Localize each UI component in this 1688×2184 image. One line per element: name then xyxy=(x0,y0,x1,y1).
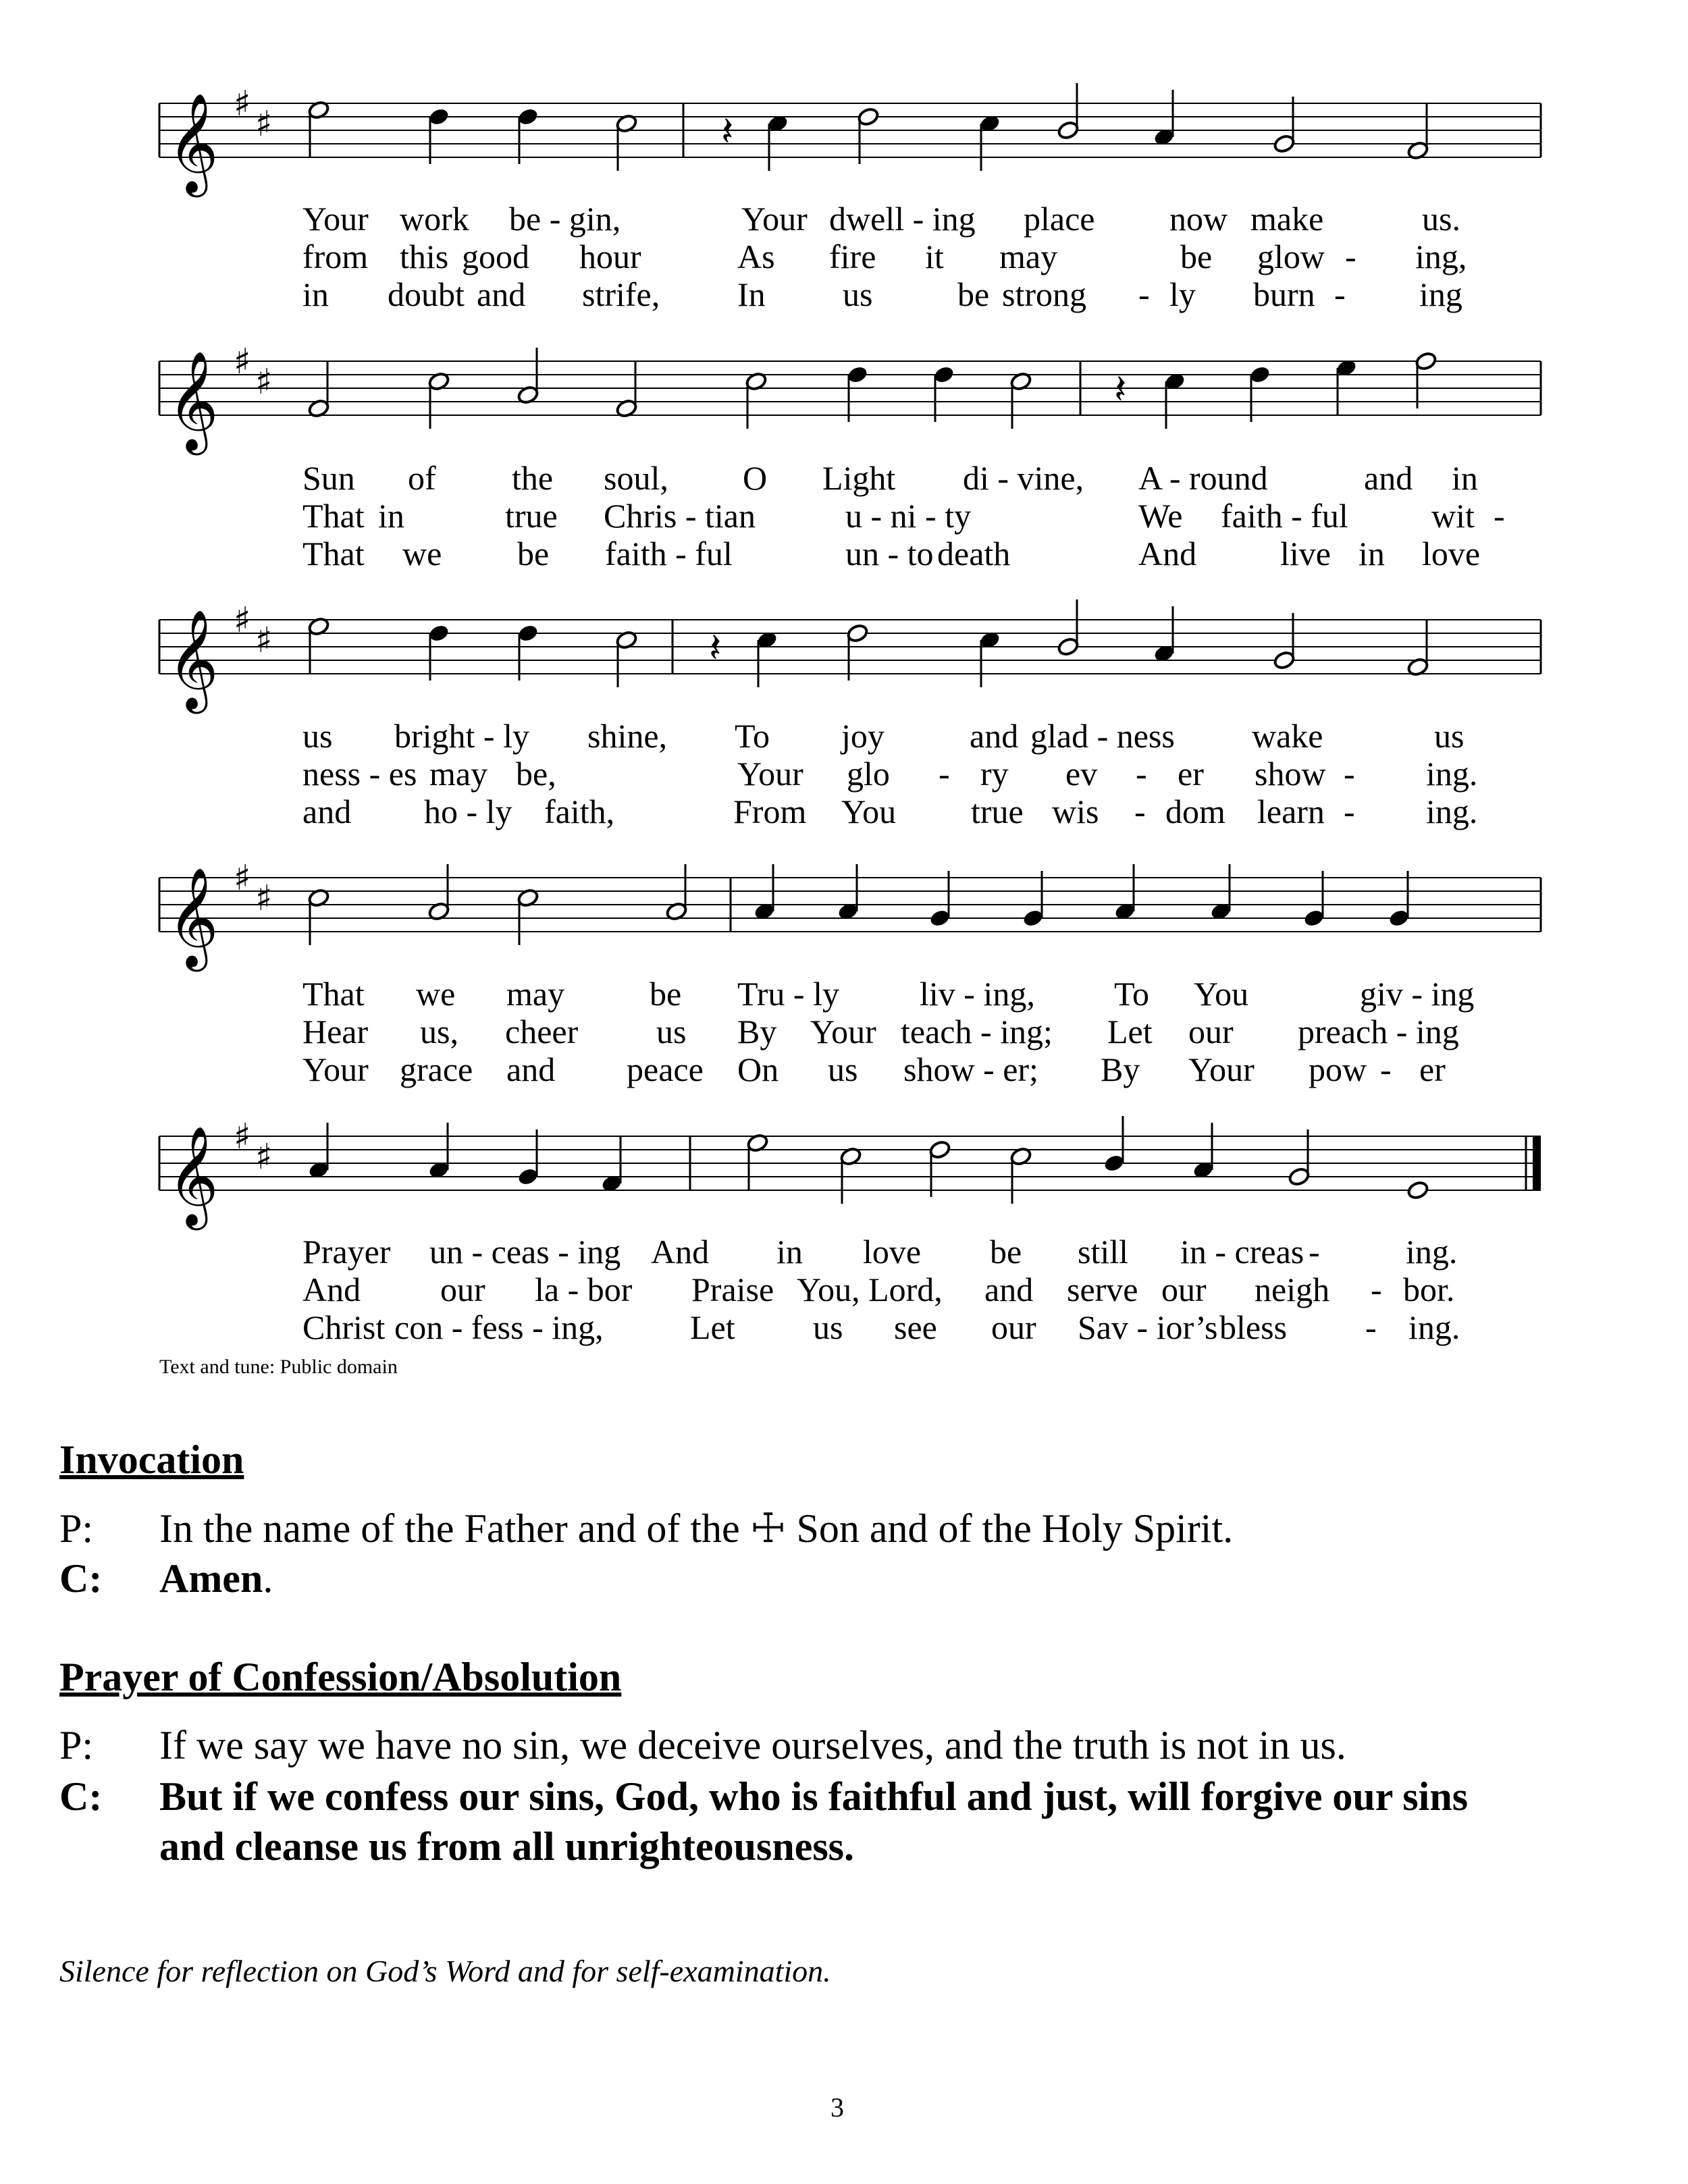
lyric-syllable: us, xyxy=(420,1013,458,1050)
final-barline-thick xyxy=(1533,1136,1541,1190)
lyric-syllable: be - gin, xyxy=(509,200,621,238)
lyric-syllable: Hear xyxy=(302,1013,369,1050)
lyric-syllable: - xyxy=(1334,275,1346,313)
lyric-syllable: true xyxy=(505,497,558,535)
note-icon xyxy=(427,864,450,922)
note-icon xyxy=(1103,1116,1126,1173)
lyric-syllable: Your xyxy=(302,200,369,238)
lyric-syllable: preach - ing xyxy=(1298,1013,1459,1050)
staff-system-2 xyxy=(0,321,1688,469)
lyric-syllable: be, xyxy=(516,755,556,793)
note-icon xyxy=(427,371,450,429)
lyric-syllable: Praise xyxy=(691,1271,774,1308)
sharp-icon: ♯ xyxy=(255,1137,273,1177)
lyric-syllable: still xyxy=(1078,1233,1129,1271)
lyric-syllable: love xyxy=(1422,535,1481,572)
page-number: 3 xyxy=(830,2092,844,2123)
lyric-verse-2 xyxy=(0,238,1688,275)
sharp-icon: ♯ xyxy=(234,84,251,124)
pastor-label: P: xyxy=(59,1506,94,1551)
invocation-pastor-text xyxy=(159,1503,1233,1553)
lyric-verse-1 xyxy=(0,459,1688,497)
note-icon xyxy=(745,371,768,429)
note-icon xyxy=(753,864,776,922)
lyric-syllable: glo xyxy=(847,755,890,793)
lyric-syllable: ing xyxy=(1419,275,1462,313)
note-icon xyxy=(746,1133,769,1190)
lyric-syllable: Chris - tian xyxy=(604,497,756,535)
note-icon xyxy=(307,361,330,419)
lyric-syllable: - xyxy=(1138,275,1150,313)
confession-congregation-text-2: and cleanse us from all unrighteousness. xyxy=(159,1824,855,1869)
lyric-syllable: may xyxy=(506,975,565,1013)
lyric-syllable: be xyxy=(517,535,550,572)
lyric-verse-2 xyxy=(0,1013,1688,1050)
lyric-syllable: show xyxy=(1255,755,1326,793)
lyric-syllable: teach - ing; xyxy=(901,1013,1053,1050)
lyric-syllable: be xyxy=(957,275,990,313)
note-icon xyxy=(307,616,330,674)
lyric-syllable: By xyxy=(737,1013,777,1050)
lyric-syllable: we xyxy=(416,975,456,1013)
note-icon xyxy=(517,623,539,681)
note-icon xyxy=(1057,600,1080,657)
lyric-verse-3 xyxy=(0,275,1688,313)
note-icon xyxy=(615,630,638,687)
lyric-syllable: ing. xyxy=(1426,755,1478,793)
lyric-syllable: Your xyxy=(1188,1050,1255,1088)
amen-text: Amen xyxy=(159,1556,263,1601)
lyric-syllable: er xyxy=(1178,755,1204,793)
lyric-syllable: Let xyxy=(690,1308,735,1346)
sharp-icon: ♯ xyxy=(255,620,273,661)
lyric-syllable: dom xyxy=(1165,793,1225,830)
quarter-rest-icon xyxy=(721,108,733,155)
note-icon xyxy=(1163,371,1186,429)
lyric-syllable: learn xyxy=(1257,793,1325,830)
treble-clef-icon: 𝄞 xyxy=(167,92,219,193)
lyric-syllable: our xyxy=(991,1308,1036,1346)
note-icon xyxy=(837,864,860,922)
lyric-verse-1 xyxy=(0,717,1688,755)
lyric-syllable: make xyxy=(1250,200,1324,238)
lyric-syllable: in xyxy=(1359,535,1385,572)
lyric-syllable: and xyxy=(506,1050,556,1088)
lyric-syllable: Your xyxy=(737,755,803,793)
note-icon xyxy=(978,630,1001,687)
lyric-syllable: grace xyxy=(400,1050,473,1088)
lyric-syllable: And xyxy=(651,1233,710,1271)
lyric-syllable: That xyxy=(302,535,365,572)
lyric-syllable: glad - ness xyxy=(1030,717,1175,755)
svg-text:𝄽: 𝄽 xyxy=(721,108,734,155)
note-icon xyxy=(1388,871,1410,928)
lyric-syllable: us xyxy=(1434,717,1465,755)
staff-system-1 xyxy=(0,63,1688,211)
lyric-syllable: and xyxy=(970,717,1019,755)
lyric-syllable: burn xyxy=(1253,275,1315,313)
note-icon xyxy=(1009,371,1032,429)
note-icon xyxy=(1153,606,1176,664)
hymn-credit: Text and tune: Public domain xyxy=(159,1356,398,1378)
lyric-verse-2 xyxy=(0,1271,1688,1308)
lyric-syllable: us xyxy=(656,1013,687,1050)
lyric-verse-3 xyxy=(0,1308,1688,1346)
lyric-syllable: Light xyxy=(822,459,896,497)
lyric-syllable: our xyxy=(440,1271,485,1308)
lyric-syllable: glow xyxy=(1257,238,1325,275)
note-icon xyxy=(307,888,330,945)
pastor-label: P: xyxy=(59,1723,94,1767)
lyric-verse-3 xyxy=(0,793,1688,830)
lyric-syllable: of xyxy=(408,459,436,497)
staff-system-3 xyxy=(0,579,1688,728)
lyric-syllable: er xyxy=(1419,1050,1446,1088)
lyric-syllable: liv - ing, xyxy=(920,975,1035,1013)
confession-congregation-text-1: But if we confess our sins, God, who is faithful and just, will forgive our sins xyxy=(159,1774,1469,1819)
lyric-syllable: ing. xyxy=(1406,1233,1458,1271)
lyric-syllable: show - er; xyxy=(903,1050,1038,1088)
lyric-syllable: That xyxy=(302,497,365,535)
lyric-syllable: From xyxy=(733,793,807,830)
staff-system-5 xyxy=(0,1096,1688,1244)
lyric-syllable: be xyxy=(990,1233,1022,1271)
lyric-syllable: cheer xyxy=(505,1013,579,1050)
lyric-syllable: see xyxy=(894,1308,937,1346)
lyric-syllable: By xyxy=(1101,1050,1140,1088)
lyric-syllable: Your xyxy=(302,1050,369,1088)
lyric-syllable: A - round xyxy=(1138,459,1268,497)
lyric-syllable: - xyxy=(1494,497,1505,535)
lyric-syllable: di - vine, xyxy=(963,459,1084,497)
staff-system-4 xyxy=(0,837,1688,986)
lyric-syllable: peace xyxy=(627,1050,704,1088)
lyric-syllable: - xyxy=(1309,1233,1320,1271)
note-icon xyxy=(1022,871,1045,928)
rubric-text: Silence for reflection on God’s Word and for self-examination. xyxy=(59,1954,831,1988)
lyric-syllable: - xyxy=(939,755,950,793)
note-icon xyxy=(1248,365,1271,422)
note-icon xyxy=(756,630,779,687)
svg-text:𝄽: 𝄽 xyxy=(1114,366,1127,413)
note-icon xyxy=(1406,103,1429,161)
note-icon xyxy=(615,361,638,419)
lyric-syllable: Tru - ly xyxy=(737,975,839,1013)
note-icon xyxy=(665,864,688,922)
lyric-syllable: strong xyxy=(1002,275,1086,313)
note-icon xyxy=(846,623,869,681)
lyric-syllable: Sun xyxy=(302,459,355,497)
note-icon xyxy=(839,1146,862,1204)
note-icon xyxy=(600,1136,623,1194)
note-icon xyxy=(1302,871,1325,928)
lyric-syllable: We xyxy=(1138,497,1183,535)
lyric-syllable: death xyxy=(937,535,1011,572)
lyric-syllable: And xyxy=(302,1271,361,1308)
note-icon xyxy=(1153,90,1176,147)
note-icon xyxy=(1415,351,1438,408)
note-icon xyxy=(928,1140,951,1197)
lyric-syllable: soul, xyxy=(604,459,668,497)
congregation-label: C: xyxy=(59,1774,103,1819)
lyric-syllable: neigh xyxy=(1255,1271,1330,1308)
lyric-syllable: us xyxy=(813,1308,843,1346)
lyric-syllable: To xyxy=(735,717,770,755)
lyric-syllable: ing. xyxy=(1408,1308,1460,1346)
treble-clef-icon: 𝄞 xyxy=(167,1125,219,1226)
lyric-verse-2 xyxy=(0,755,1688,793)
lyric-syllable: - xyxy=(1344,755,1355,793)
lyric-syllable: bor. xyxy=(1403,1271,1455,1308)
note-icon xyxy=(1009,1146,1032,1204)
cross-icon: ☩ xyxy=(749,1506,787,1551)
note-icon xyxy=(1113,864,1136,922)
lyric-syllable: our xyxy=(1161,1271,1207,1308)
lyric-syllable: - xyxy=(1365,1308,1377,1346)
sharp-icon: ♯ xyxy=(234,858,251,899)
svg-text:𝄽: 𝄽 xyxy=(709,624,722,672)
lyric-syllable: Your xyxy=(810,1013,876,1050)
treble-clef-icon: 𝄞 xyxy=(167,609,219,710)
lyric-syllable: On xyxy=(737,1050,779,1088)
lyric-syllable: Let xyxy=(1107,1013,1153,1050)
note-icon xyxy=(932,365,955,422)
lyric-syllable: ing. xyxy=(1426,793,1478,830)
lyric-syllable: ing, xyxy=(1415,238,1467,275)
lyric-syllable: live xyxy=(1280,535,1331,572)
lyric-syllable: this xyxy=(400,238,449,275)
lyric-syllable: wit xyxy=(1431,497,1475,535)
lyric-syllable: bless xyxy=(1219,1308,1287,1346)
lyric-syllable: us xyxy=(843,275,873,313)
lyric-syllable: bright - ly xyxy=(394,717,529,755)
lyric-syllable: in xyxy=(776,1233,803,1271)
lyric-syllable: in xyxy=(378,497,404,535)
note-icon xyxy=(1406,620,1429,677)
lyric-syllable: faith, xyxy=(544,793,615,830)
lyric-syllable: place xyxy=(1024,200,1095,238)
lyric-syllable: faith - ful xyxy=(605,535,733,572)
lyric-verse-3 xyxy=(0,535,1688,572)
note-icon xyxy=(517,348,539,405)
note-icon xyxy=(1273,97,1296,154)
lyric-syllable: ry xyxy=(980,755,1009,793)
confession-heading: Prayer of Confession/Absolution xyxy=(59,1655,622,1699)
lyric-syllable: Sav - ior’s xyxy=(1078,1308,1218,1346)
lyric-syllable: us xyxy=(302,717,333,755)
lyric-syllable: our xyxy=(1188,1013,1234,1050)
note-icon xyxy=(1335,358,1358,415)
lyric-syllable: wake xyxy=(1252,717,1323,755)
lyric-syllable: pow xyxy=(1309,1050,1367,1088)
note-icon xyxy=(427,1123,450,1180)
lyric-syllable: con - fess - ing, xyxy=(394,1308,604,1346)
lyric-syllable: and xyxy=(477,275,526,313)
lyric-syllable: in xyxy=(302,275,329,313)
lyric-syllable: la - bor xyxy=(535,1271,633,1308)
lyric-syllable: now xyxy=(1169,200,1228,238)
lyric-syllable: You xyxy=(1194,975,1249,1013)
lyric-syllable: u - ni - ty xyxy=(845,497,972,535)
lyric-syllable: ness - es xyxy=(302,755,417,793)
lyric-syllable: In xyxy=(737,275,766,313)
lyric-syllable: the xyxy=(512,459,554,497)
note-icon xyxy=(1057,83,1080,140)
lyric-syllable: serve xyxy=(1067,1271,1138,1308)
note-icon xyxy=(978,113,1001,171)
lyric-syllable: love xyxy=(863,1233,922,1271)
lyric-verse-2 xyxy=(0,497,1688,535)
lyric-syllable: dwell - ing xyxy=(829,200,976,238)
lyric-syllable: - xyxy=(1371,1271,1382,1308)
note-icon xyxy=(928,871,951,928)
lyric-syllable: be xyxy=(650,975,682,1013)
lyric-syllable: un - to xyxy=(845,535,934,572)
lyric-syllable: hour xyxy=(579,238,641,275)
lyric-syllable: it xyxy=(925,238,944,275)
note-icon xyxy=(857,107,880,164)
lyric-syllable: us. xyxy=(1422,200,1460,238)
note-icon xyxy=(846,365,869,422)
lyric-syllable: we xyxy=(402,535,442,572)
invocation-congregation-text xyxy=(159,1553,273,1603)
lyric-verse-3 xyxy=(0,1050,1688,1088)
sharp-icon: ♯ xyxy=(255,362,273,402)
invocation-text-part1: In the name of the Father and of the xyxy=(159,1506,750,1551)
lyric-syllable: us xyxy=(828,1050,858,1088)
lyric-syllable: shine, xyxy=(587,717,668,755)
lyric-syllable: in - creas xyxy=(1180,1233,1304,1271)
lyric-syllable: As xyxy=(737,238,775,275)
note-icon xyxy=(1192,1123,1215,1180)
note-icon xyxy=(766,113,789,171)
lyric-syllable: Christ xyxy=(302,1308,386,1346)
sharp-icon: ♯ xyxy=(255,878,273,919)
note-icon xyxy=(517,1129,539,1187)
lyric-syllable: faith - ful xyxy=(1221,497,1348,535)
congregation-label: C: xyxy=(59,1556,103,1601)
quarter-rest-icon xyxy=(1114,366,1126,413)
amen-period: . xyxy=(263,1556,273,1601)
lyric-syllable: from xyxy=(302,238,369,275)
note-icon xyxy=(1209,864,1232,922)
confession-pastor-text: If we say we have no sin, we deceive ourselves, and the truth is not in us. xyxy=(159,1723,1346,1767)
lyric-syllable: - xyxy=(1134,793,1146,830)
sharp-icon: ♯ xyxy=(234,342,251,382)
lyric-syllable: and xyxy=(302,793,352,830)
lyric-syllable: and xyxy=(984,1271,1034,1308)
sharp-icon: ♯ xyxy=(234,600,251,641)
lyric-syllable: un - ceas - ing xyxy=(429,1233,621,1271)
lyric-syllable: may xyxy=(429,755,488,793)
lyric-syllable: You xyxy=(841,793,897,830)
lyric-syllable: giv - ing xyxy=(1360,975,1475,1013)
lyric-syllable: - xyxy=(1345,238,1356,275)
note-icon xyxy=(615,113,638,171)
lyric-syllable: To xyxy=(1114,975,1150,1013)
lyric-verse-1 xyxy=(0,1233,1688,1271)
lyric-syllable: - xyxy=(1380,1050,1392,1088)
lyric-syllable: and xyxy=(1364,459,1413,497)
note-icon xyxy=(1288,1129,1311,1187)
lyric-syllable: ly xyxy=(1169,275,1196,313)
note-icon xyxy=(427,623,450,681)
lyric-syllable: - xyxy=(1344,793,1355,830)
lyric-syllable: good xyxy=(462,238,529,275)
invocation-text-part2: Son and of the Holy Spirit. xyxy=(786,1506,1234,1551)
lyric-syllable: fire xyxy=(829,238,876,275)
sharp-icon: ♯ xyxy=(255,104,273,144)
lyric-syllable: - xyxy=(1136,755,1147,793)
sharp-icon: ♯ xyxy=(234,1117,251,1157)
note-icon xyxy=(1273,613,1296,670)
lyric-syllable: doubt xyxy=(388,275,465,313)
note-icon xyxy=(427,107,450,164)
note-icon xyxy=(307,1123,330,1180)
note-icon xyxy=(1406,1180,1429,1200)
lyric-syllable: joy xyxy=(841,717,885,755)
lyric-syllable: You, Lord, xyxy=(797,1271,943,1308)
lyric-syllable: Your xyxy=(741,200,808,238)
lyric-syllable: O xyxy=(743,459,768,497)
lyric-syllable: be xyxy=(1180,238,1213,275)
lyric-syllable: That xyxy=(302,975,365,1013)
lyric-syllable: in xyxy=(1452,459,1478,497)
lyric-syllable: And xyxy=(1138,535,1197,572)
treble-clef-icon: 𝄞 xyxy=(167,867,219,967)
lyric-syllable: work xyxy=(400,200,469,238)
lyric-syllable: Prayer xyxy=(302,1233,391,1271)
lyric-syllable: true xyxy=(971,793,1024,830)
lyric-syllable: strife, xyxy=(582,275,660,313)
lyric-verse-1 xyxy=(0,200,1688,238)
note-icon xyxy=(517,888,539,945)
lyric-syllable: ho - ly xyxy=(424,793,512,830)
lyric-syllable: wis xyxy=(1052,793,1099,830)
treble-clef-icon: 𝄞 xyxy=(167,350,219,451)
lyric-syllable: may xyxy=(999,238,1058,275)
invocation-heading: Invocation xyxy=(59,1437,244,1482)
note-icon xyxy=(307,100,330,157)
lyric-syllable: ev xyxy=(1065,755,1098,793)
lyric-verse-1 xyxy=(0,975,1688,1013)
note-icon xyxy=(517,107,539,164)
quarter-rest-icon xyxy=(709,624,721,672)
